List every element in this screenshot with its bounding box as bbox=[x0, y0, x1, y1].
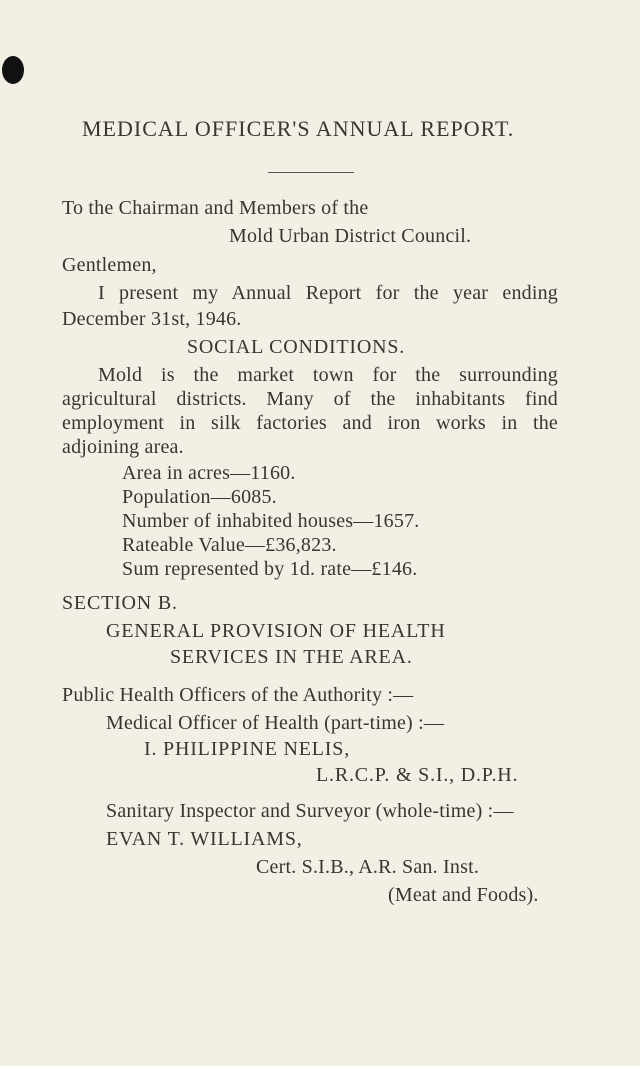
salutation-line-1: To the Chairman and Members of the bbox=[62, 197, 369, 219]
sanitary-inspector-qualifications-2: (Meat and Foods). bbox=[388, 884, 539, 906]
moh-qualifications: L.R.C.P. & S.I., D.P.H. bbox=[316, 764, 519, 786]
sanitary-inspector-qualifications: Cert. S.I.B., A.R. San. Inst. bbox=[256, 856, 480, 878]
social-para-line-3: employment in silk factories and iron works in the bbox=[62, 412, 558, 434]
moh-title: Medical Officer of Health (part-time) :— bbox=[106, 712, 445, 734]
section-b-label: SECTION B. bbox=[62, 592, 178, 614]
social-conditions-heading: SOCIAL CONDITIONS. bbox=[187, 336, 406, 358]
section-b-heading-line-1: GENERAL PROVISION OF HEALTH bbox=[106, 620, 446, 642]
moh-name: I. PHILIPPINE NELIS, bbox=[144, 738, 350, 760]
intro-line-2: December 31st, 1946. bbox=[62, 308, 242, 330]
stat-rateable-value: Rateable Value—£36,823. bbox=[122, 534, 337, 556]
social-para-line-2: agricultural districts. Many of the inhabitants find bbox=[62, 388, 558, 410]
officers-intro: Public Health Officers of the Authority :— bbox=[62, 684, 414, 706]
social-para-line-1: Mold is the market town for the surrounding bbox=[98, 364, 558, 386]
sanitary-inspector-name: EVAN T. WILLIAMS, bbox=[106, 828, 303, 850]
stat-population: Population—6085. bbox=[122, 486, 277, 508]
section-b-heading-line-2: SERVICES IN THE AREA. bbox=[170, 646, 413, 668]
stat-penny-rate: Sum represented by 1d. rate—£146. bbox=[122, 558, 418, 580]
greeting: Gentlemen, bbox=[62, 254, 157, 276]
stat-houses: Number of inhabited houses—1657. bbox=[122, 510, 420, 532]
intro-line-1: I present my Annual Report for the year ending bbox=[98, 282, 558, 304]
title-divider bbox=[268, 172, 354, 173]
stat-area: Area in acres—1160. bbox=[122, 462, 296, 484]
social-para-line-4: adjoining area. bbox=[62, 436, 184, 458]
salutation-line-2: Mold Urban District Council. bbox=[229, 225, 472, 247]
sanitary-inspector-title: Sanitary Inspector and Surveyor (whole-time) :— bbox=[106, 800, 514, 822]
punch-hole bbox=[2, 56, 24, 84]
report-title: MEDICAL OFFICER'S ANNUAL REPORT. bbox=[82, 116, 515, 141]
